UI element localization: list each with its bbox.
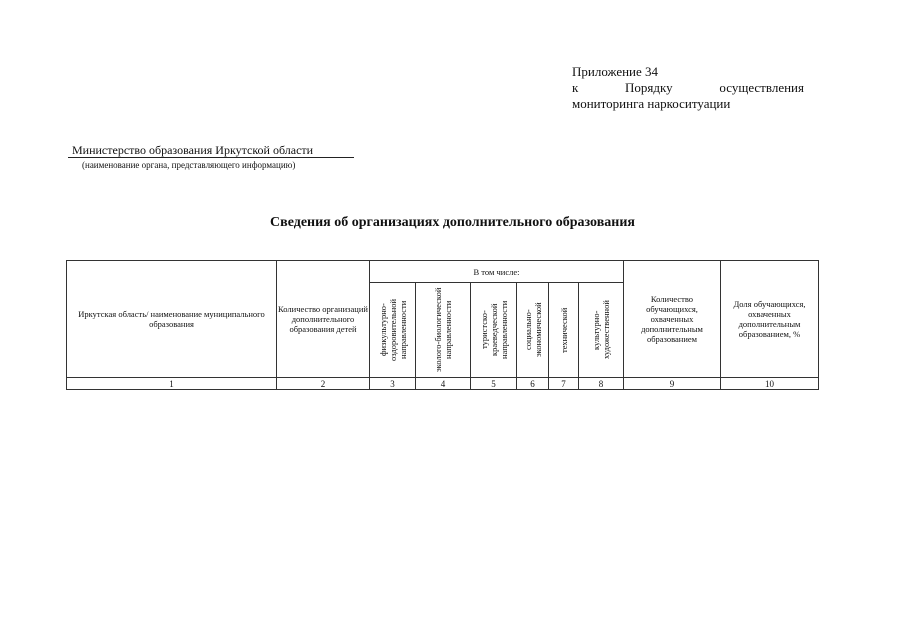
header-cell-org-count: Количество организаций дополнительного образования детей bbox=[277, 261, 370, 378]
column-number: 1 bbox=[67, 378, 277, 390]
appendix-monitoring-line: мониторинга наркоситуации bbox=[572, 96, 731, 111]
organization-name: Министерство образования Иркутской области bbox=[68, 143, 354, 158]
column-number: 10 bbox=[721, 378, 819, 390]
header-cell-students-count: Количество обучающихся, охваченных дополнительным образованием bbox=[624, 261, 721, 378]
header-text-tourism: туристско-краеведческой направленности bbox=[478, 300, 509, 360]
column-number: 9 bbox=[624, 378, 721, 390]
appendix-block bbox=[572, 64, 804, 112]
header-cell-socioeconomic bbox=[517, 283, 549, 378]
header-cell-technical bbox=[549, 283, 579, 378]
header-text-sports: физкультурно-оздоровительной направленности bbox=[377, 298, 408, 362]
report-table bbox=[66, 260, 819, 390]
organization-block bbox=[68, 143, 354, 171]
table-header-row-1 bbox=[67, 261, 819, 283]
column-number: 4 bbox=[416, 378, 471, 390]
header-cell-students-share: Доля обучающихся, охваченных дополнительным образованием, % bbox=[721, 261, 819, 378]
header-cell-including-group: В том числе: bbox=[370, 261, 624, 283]
header-cell-ecology bbox=[416, 283, 471, 378]
column-number: 8 bbox=[579, 378, 624, 390]
organization-caption: (наименование органа, представляющего информацию) bbox=[82, 160, 296, 170]
header-text-arts: культурно-художественной bbox=[591, 300, 611, 360]
header-cell-arts bbox=[579, 283, 624, 378]
appendix-number: Приложение 34 bbox=[572, 64, 659, 79]
column-number: 6 bbox=[517, 378, 549, 390]
column-number: 5 bbox=[471, 378, 517, 390]
column-number: 3 bbox=[370, 378, 416, 390]
column-number: 2 bbox=[277, 378, 370, 390]
header-text-socioeconomic: социально-экономической bbox=[522, 302, 543, 358]
column-number: 7 bbox=[549, 378, 579, 390]
appendix-word-order: Порядку bbox=[625, 80, 673, 95]
header-cell-sports bbox=[370, 283, 416, 378]
header-text-ecology: эколого-биологической направленности bbox=[433, 287, 453, 373]
header-text-technical: технической bbox=[558, 307, 569, 353]
table-column-numbers-row bbox=[67, 378, 819, 390]
appendix-reference-line bbox=[572, 80, 804, 96]
header-cell-region: Иркутская область/ наименование муниципального образования bbox=[67, 261, 277, 378]
document-title: Сведения об организациях дополнительного образования bbox=[270, 215, 635, 230]
header-cell-tourism bbox=[471, 283, 517, 378]
appendix-word-k: к bbox=[572, 80, 579, 95]
appendix-word-implementation: осуществления bbox=[719, 80, 804, 95]
